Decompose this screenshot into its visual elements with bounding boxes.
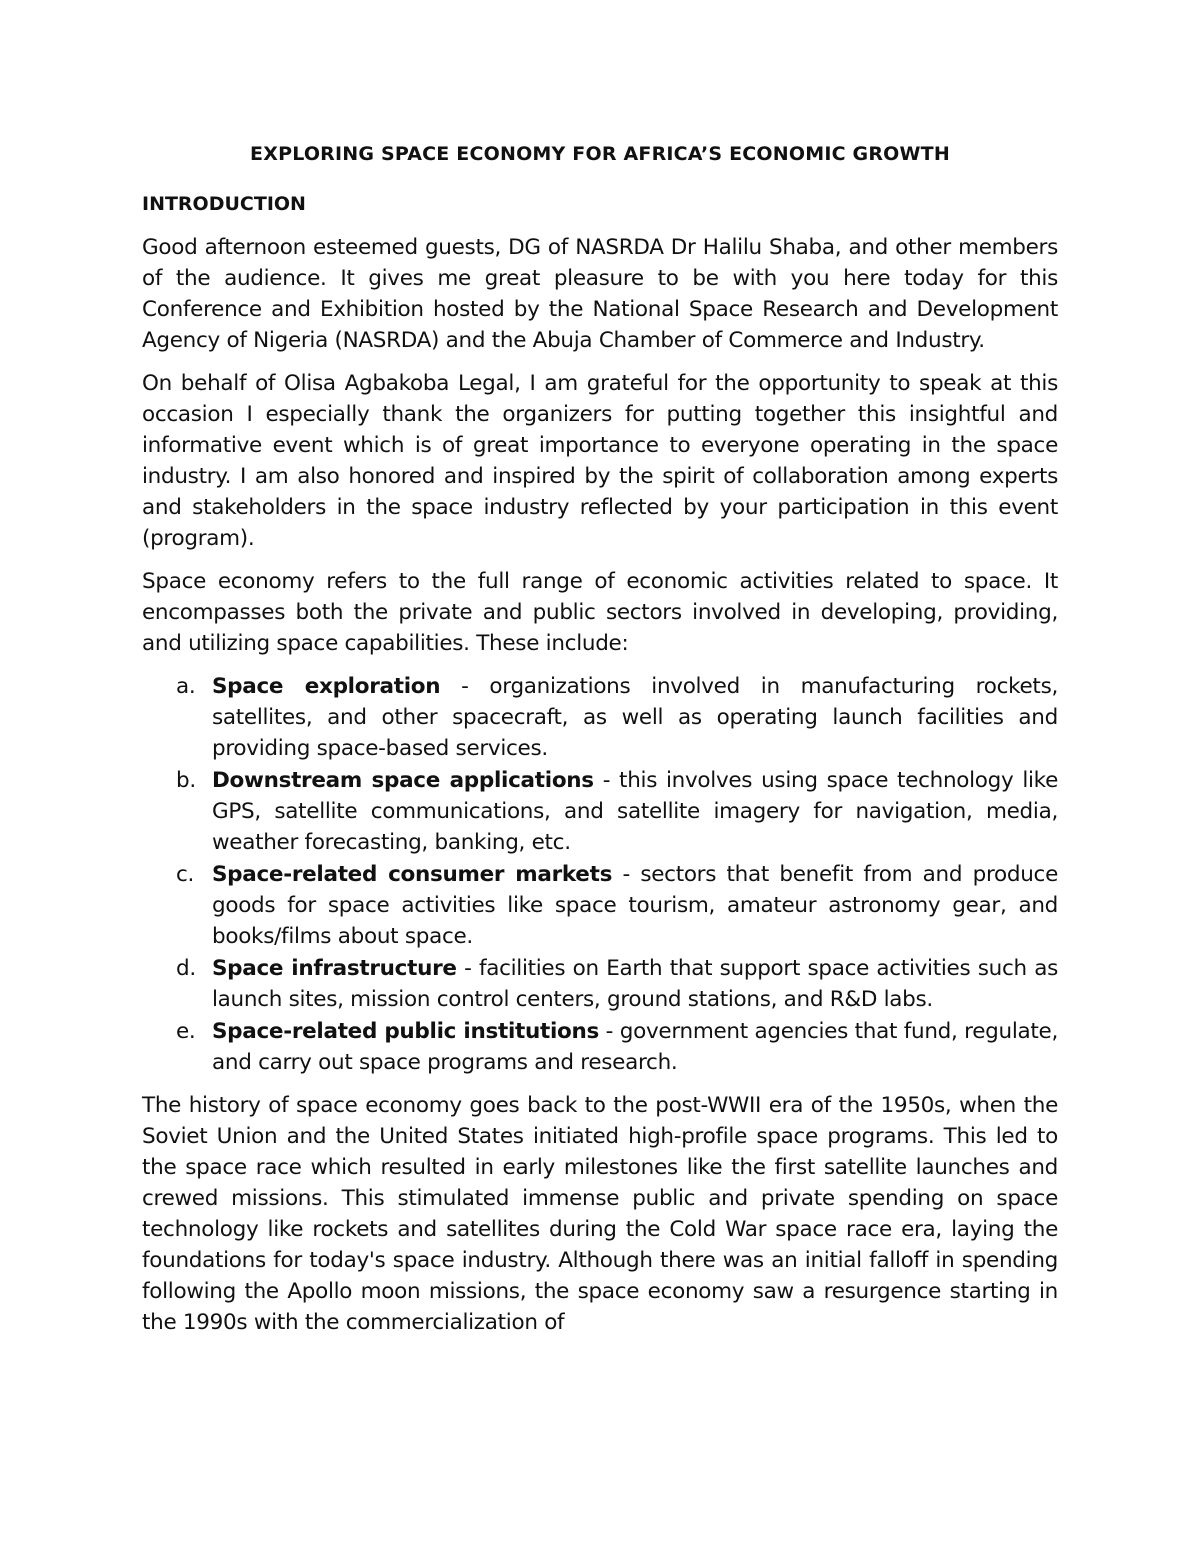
list-term: Space infrastructure [212, 956, 457, 981]
list-item [142, 953, 1058, 1015]
list-marker: d. [176, 956, 196, 981]
list-term: Space exploration [212, 674, 441, 699]
list-marker: b. [176, 768, 196, 793]
paragraph-history: The history of space economy goes back to the post-WWII era of the 1950s, when the Soviet Union and the United States initiated high-profile space programs. This led to the space race which resulted in early milestones like the first satellite launches and crewed missions. This stimulated immense public and private spending on space technology like rockets and satellites during the Cold War space race era, laying the foundations for today's space industry. Although there was an initial falloff in spending following the Apollo moon missions, the space economy saw a resurgence starting in the 1990s with the commercialization of [142, 1093, 1058, 1335]
list-marker: c. [176, 862, 195, 887]
list-text: - facilities on Earth that support space activities such as launch sites, mission control centers, ground stations, and R&D labs. [212, 956, 1058, 1012]
list-item [142, 671, 1058, 764]
list-term: Downstream space applications [212, 768, 594, 793]
paragraph-space-economy-definition: Space economy refers to the full range of economic activities related to space. It encompasses both the private and public sectors involved in developing, providing, and utilizing space capabilities. These include: [142, 569, 1058, 656]
list-item [142, 1016, 1058, 1078]
paragraph-greeting: Good afternoon esteemed guests, DG of NASRDA Dr Halilu Shaba, and other members of the audience. It gives me great pleasure to be with you here today for this Conference and Exhibition hosted by the National Space Research and Development Agency of Nigeria (NASRDA) and the Abuja Chamber of Commerce and Industry. [142, 235, 1058, 353]
list-item [142, 765, 1058, 858]
document-page [142, 140, 1058, 1350]
list-text: - government agencies that fund, regulate, and carry out space programs and research. [212, 1019, 1058, 1075]
list-text: - this involves using space technology like GPS, satellite communications, and satellite imagery for navigation, media, weather forecasting, banking, etc. [212, 768, 1058, 855]
space-economy-list [142, 671, 1058, 1078]
list-marker: a. [176, 674, 196, 699]
list-marker: e. [176, 1019, 196, 1044]
paragraph-thanks: On behalf of Olisa Agbakoba Legal, I am grateful for the opportunity to speak at this occasion I especially thank the organizers for putting together this insightful and informative event which is of great importance to everyone operating in the space industry. I am also honored and inspired by the spirit of collaboration among experts and stakeholders in the space industry reflected by your participation in this event (program). [142, 371, 1058, 551]
list-text: - organizations involved in manufacturing rockets, satellites, and other spacecraft, as well as operating launch facilities and providing space-based services. [212, 674, 1059, 761]
list-term: Space-related public institutions [212, 1019, 600, 1044]
list-item [142, 859, 1058, 952]
section-heading-introduction: INTRODUCTION [142, 193, 306, 215]
document-title: EXPLORING SPACE ECONOMY FOR AFRICA’S ECONOMIC GROWTH [250, 143, 950, 165]
list-text: - sectors that benefit from and produce goods for space activities like space tourism, amateur astronomy gear, and books/films about space. [212, 862, 1058, 949]
list-term: Space-related consumer markets [212, 862, 613, 887]
